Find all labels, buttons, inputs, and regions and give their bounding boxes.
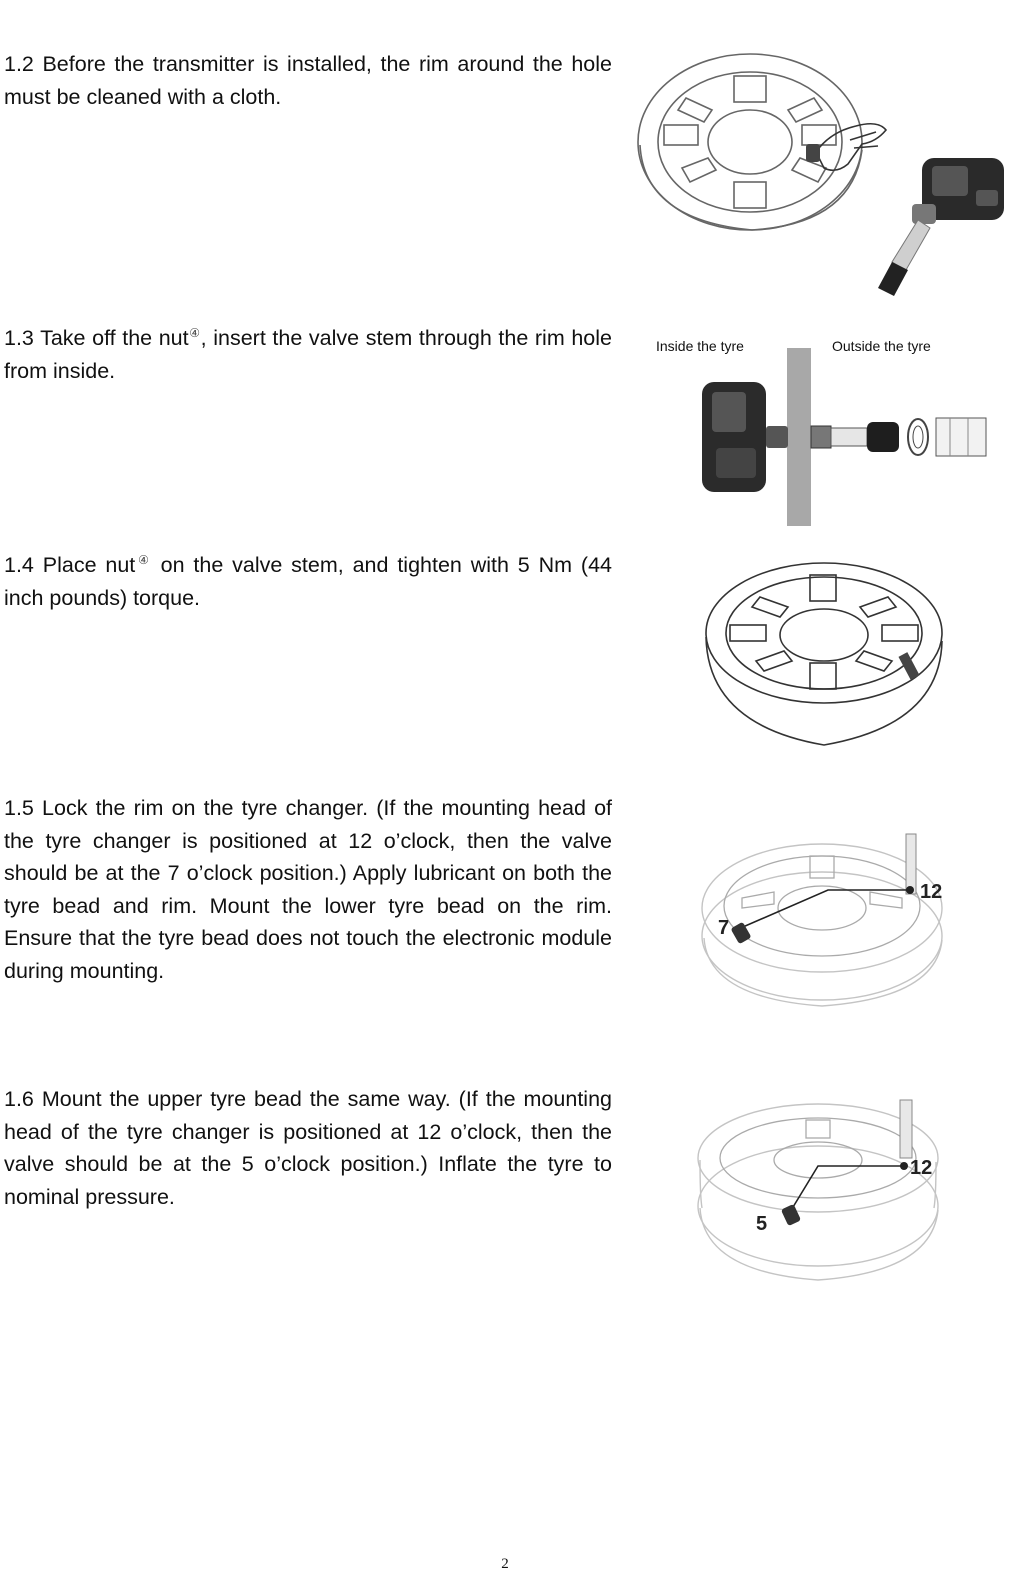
rim-with-valve-figure bbox=[700, 555, 950, 757]
step-1-4-body-end: on the valve stem, and tighten with 5 Nm (44 inch pounds) torque. bbox=[4, 553, 612, 610]
valve-cap-icon bbox=[936, 418, 986, 456]
valve-icon bbox=[806, 144, 820, 162]
step-1-4-body-start: 1.4 Place nut bbox=[4, 553, 136, 577]
upper-bead-mounting-figure bbox=[694, 1096, 954, 1286]
rim-wall bbox=[787, 348, 811, 526]
nut-marker: ④ bbox=[188, 326, 201, 340]
step-1-6-text bbox=[4, 1083, 612, 1213]
clock-7-label: 7 bbox=[718, 917, 730, 939]
clock-12-label: 12 bbox=[910, 1157, 933, 1179]
tpms-sensor-icon bbox=[878, 158, 1004, 296]
step-1-5-body: 1.5 Lock the rim on the tyre changer. (If the mounting head of the tyre changer is positioned at 12 o’clock, then the valve should be at the 7 o’clock position.) Apply lubricant on both the tyre bead and rim. Mount the lower tyre bead on the rim. Ensure that the tyre bead does not touch the electronic module during mounting. bbox=[4, 796, 612, 983]
step-1-3-body-start: 1.3 Take off the nut bbox=[4, 326, 189, 350]
page-number: 2 bbox=[501, 1556, 509, 1572]
step-1-3-text bbox=[4, 322, 612, 387]
step-1-6-body: 1.6 Mount the upper tyre bead the same way. (If the mounting head of the tyre changer is positioned at 12 o’clock, then the valve should be at the 5 o’clock position.) Inflate the tyre to nominal pressure. bbox=[4, 1087, 612, 1209]
valve-insertion-figure bbox=[650, 330, 1010, 530]
lower-bead-mounting-figure bbox=[698, 828, 958, 1013]
inside-tyre-label: Inside the tyre bbox=[656, 338, 744, 354]
step-1-4-text bbox=[4, 549, 612, 614]
tpms-sensor-icon bbox=[702, 382, 788, 492]
valve-stem-icon bbox=[811, 422, 899, 452]
clock-5-label: 5 bbox=[756, 1213, 768, 1235]
nut-icon bbox=[908, 419, 928, 455]
valve-icon bbox=[781, 1204, 801, 1226]
step-1-3-body-end: , insert the valve stem through the rim hole from inside. bbox=[4, 326, 612, 383]
outside-tyre-label: Outside the tyre bbox=[832, 338, 931, 354]
clock-12-label: 12 bbox=[920, 881, 943, 903]
rim-cleaning-figure bbox=[630, 40, 1010, 302]
nut-marker: ④ bbox=[135, 553, 152, 567]
step-1-5-text bbox=[4, 792, 612, 987]
step-1-2-body: 1.2 Before the transmitter is installed, the rim around the hole must be cleaned with a cloth. bbox=[4, 52, 612, 109]
step-1-2-text bbox=[4, 48, 612, 113]
valve-icon bbox=[898, 652, 919, 680]
